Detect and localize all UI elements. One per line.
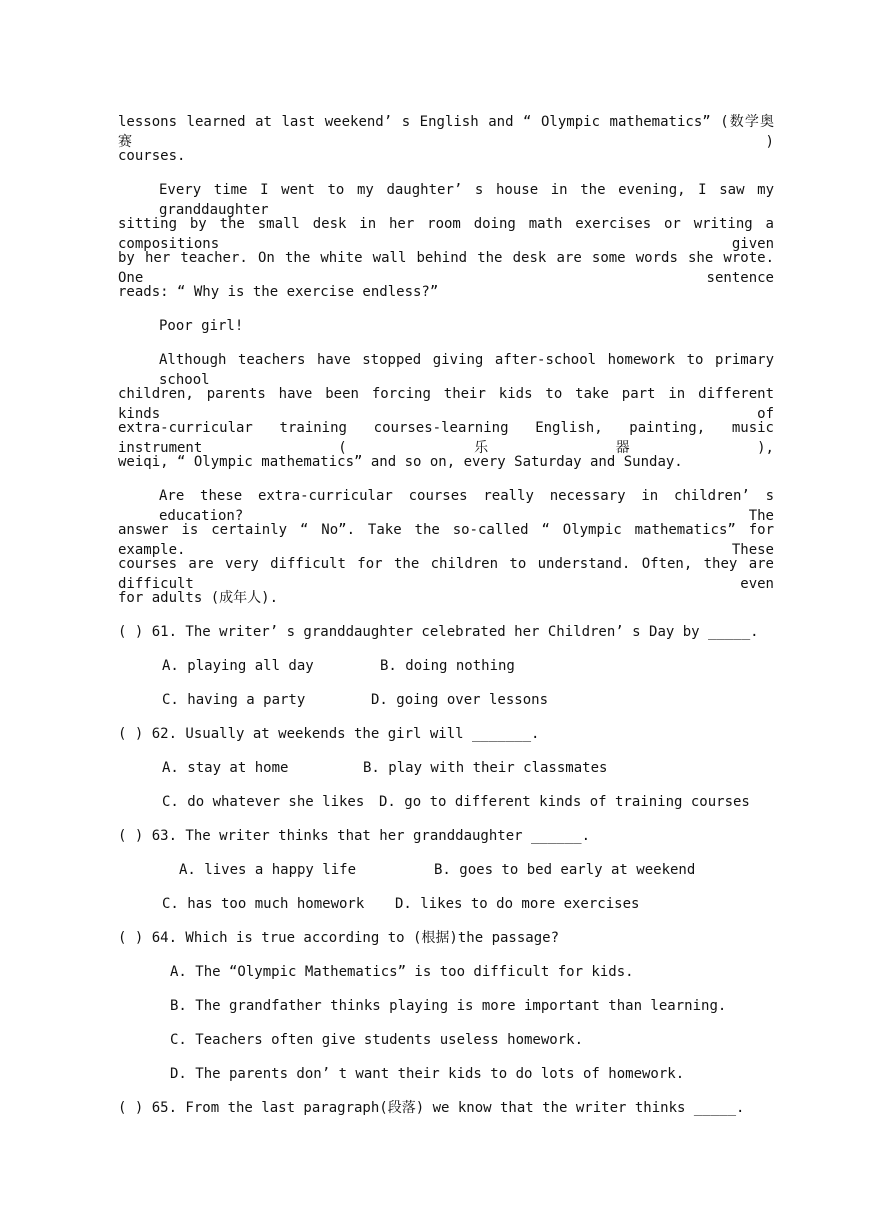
option-63-c[interactable]: C. has too much homework — [162, 896, 365, 912]
option-64-a[interactable]: A. The “Olympic Mathematics” is too difficult for kids. — [170, 964, 634, 980]
passage-line: Poor girl! — [159, 318, 244, 334]
passage-line: answer is certainly “ No”. Take the so-called “ Olympic mathematics” for example. These — [118, 522, 774, 558]
option-61-b[interactable]: B. doing nothing — [380, 658, 515, 674]
passage-line: extra-curricular training courses-learning English, painting, music instrument (乐器), — [118, 420, 774, 456]
question-65: ( ) 65. From the last paragraph(段落) we know that the writer thinks _____. — [118, 1100, 745, 1116]
option-63-a[interactable]: A. lives a happy life — [179, 862, 357, 878]
option-64-b[interactable]: B. The grandfather thinks playing is more important than learning. — [170, 998, 727, 1014]
question-63: ( ) 63. The writer thinks that her granddaughter ______. — [118, 828, 591, 844]
option-63-b[interactable]: B. goes to bed early at weekend — [434, 862, 696, 878]
question-62: ( ) 62. Usually at weekends the girl will _______. — [118, 726, 540, 742]
option-63-d[interactable]: D. likes to do more exercises — [395, 896, 640, 912]
option-62-c[interactable]: C. do whatever she likes — [162, 794, 365, 810]
question-64: ( ) 64. Which is true according to (根据)the passage? — [118, 930, 560, 946]
option-64-c[interactable]: C. Teachers often give students useless homework. — [170, 1032, 584, 1048]
option-61-a[interactable]: A. playing all day — [162, 658, 314, 674]
passage-line: reads: “ Why is the exercise endless?” — [118, 284, 439, 300]
option-62-a[interactable]: A. stay at home — [162, 760, 289, 776]
passage-line: sitting by the small desk in her room doing math exercises or writing a compositions given — [118, 216, 774, 252]
option-64-d[interactable]: D. The parents don’ t want their kids to do lots of homework. — [170, 1066, 685, 1082]
passage-line: Every time I went to my daughter’ s house in the evening, I saw my granddaughter — [159, 182, 774, 218]
passage-line: for adults (成年人). — [118, 590, 279, 606]
passage-line: courses. — [118, 148, 186, 164]
passage-line: lessons learned at last weekend’ s English and “ Olympic mathematics” (数学奥赛) — [118, 114, 774, 150]
passage-line: weiqi, “ Olympic mathematics” and so on, every Saturday and Sunday. — [118, 454, 683, 470]
option-62-d[interactable]: D. go to different kinds of training courses — [379, 794, 750, 810]
option-61-d[interactable]: D. going over lessons — [371, 692, 549, 708]
question-61: ( ) 61. The writer’ s granddaughter celebrated her Children’ s Day by _____. — [118, 624, 759, 640]
passage-line: by her teacher. On the white wall behind the desk are some words she wrote. One sentence — [118, 250, 774, 286]
passage-line: courses are very difficult for the children to understand. Often, they are difficult even — [118, 556, 774, 592]
passage-line: children, parents have been forcing their kids to take part in different kinds of — [118, 386, 774, 422]
option-62-b[interactable]: B. play with their classmates — [363, 760, 608, 776]
passage-line: Are these extra-curricular courses really necessary in children’ s education? The — [159, 488, 774, 524]
passage-line: Although teachers have stopped giving after-school homework to primary school — [159, 352, 774, 388]
option-61-c[interactable]: C. having a party — [162, 692, 306, 708]
